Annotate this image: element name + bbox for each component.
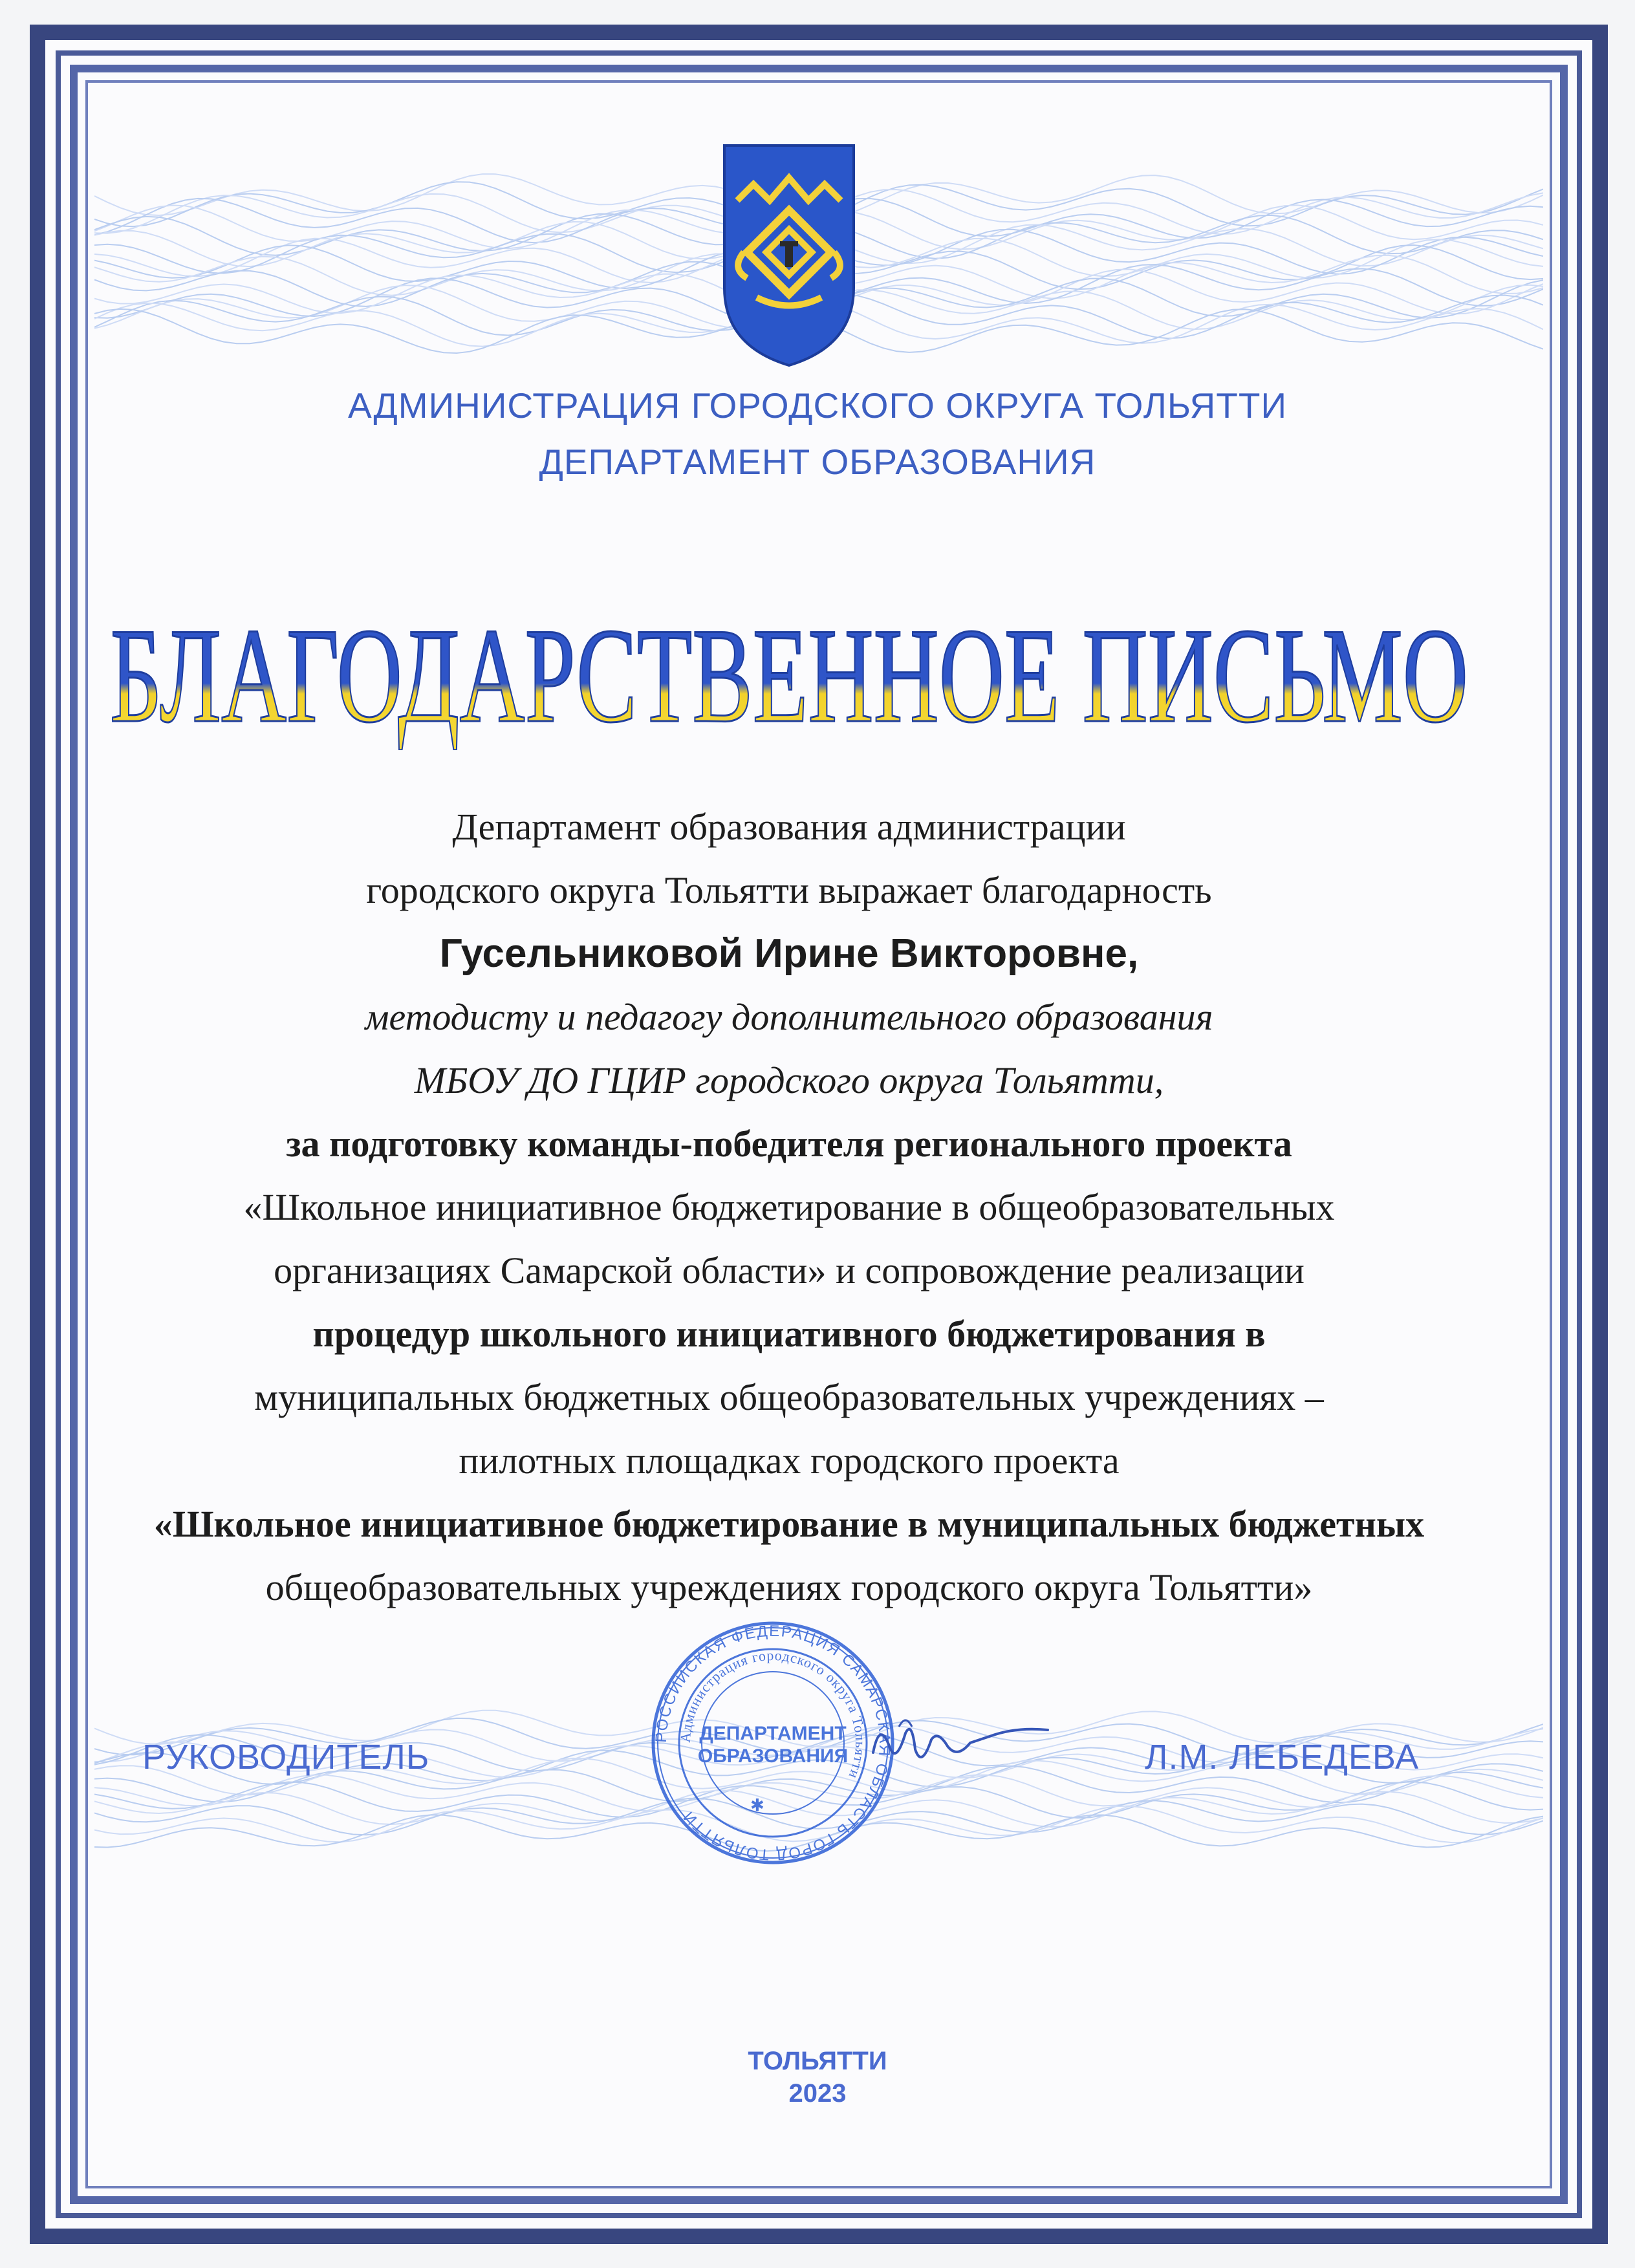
tolyatti-coat-of-arms-icon xyxy=(718,139,860,372)
letter-body xyxy=(65,795,1513,1619)
header-department: ДЕПАРТАМЕНТ ОБРАЗОВАНИЯ xyxy=(539,442,1096,482)
footer-city: ТОЛЬЯТТИ xyxy=(748,2047,887,2075)
recipient-organization: МБОУ ДО ГЦИР городского округа Тольятти, xyxy=(414,1059,1164,1101)
reason-line-4: процедур школьного инициативного бюджетирования в xyxy=(312,1313,1266,1355)
stamp-center-line-1: ДЕПАРТАМЕНТ xyxy=(699,1723,847,1744)
header-administration: АДМИНИСТРАЦИЯ ГОРОДСКОГО ОКРУГА ТОЛЬЯТТИ xyxy=(348,385,1287,426)
reason-line-2: «Школьное инициативное бюджетирование в общеобразовательных xyxy=(243,1186,1335,1228)
recipient-position: методисту и педагогу дополнительного образования xyxy=(365,996,1213,1038)
signatory-role: РУКОВОДИТЕЛЬ xyxy=(142,1738,430,1777)
stamp-ring-outer-text: РОССИЙСКАЯ ФЕДЕРАЦИЯ САМАРСКАЯ ОБЛАСТЬ ГОРОД ТОЛЬЯТТИ xyxy=(652,1622,894,1864)
reason-line-1: за подготовку команды-победителя регионального проекта xyxy=(286,1123,1292,1165)
reason-line-8: общеобразовательных учреждениях городского округа Тольятти» xyxy=(265,1566,1313,1608)
stamp-center-line-2: ОБРАЗОВАНИЯ xyxy=(697,1745,849,1767)
signatory-name: Л.М. ЛЕБЕДЕВА xyxy=(1145,1738,1420,1777)
document-title-text: БЛАГОДАРСТВЕННОЕ ПИСЬМО xyxy=(110,601,1468,750)
stamp-star-icon: ✱ xyxy=(750,1796,764,1815)
document-title xyxy=(97,601,1481,750)
footer-year: 2023 xyxy=(788,2079,847,2108)
reason-line-6: пилотных площадках городского проекта xyxy=(459,1440,1120,1482)
body-line-department: Департамент образования администрации xyxy=(452,806,1126,848)
stamp-ring-inner-text: Администрация городского округа Тольятти xyxy=(677,1647,869,1782)
reason-line-3: организациях Самарской области» и сопровождение реализации xyxy=(274,1249,1305,1291)
reason-line-5: муниципальных бюджетных общеобразовательных учреждениях – xyxy=(254,1376,1324,1418)
body-line-thanks: городского округа Тольятти выражает благодарность xyxy=(366,869,1212,911)
handwritten-signature xyxy=(860,1707,1054,1778)
recipient-name: Гусельниковой Ирине Викторовне, xyxy=(439,931,1139,976)
reason-line-7: «Школьное инициативное бюджетирование в муниципальных бюджетных xyxy=(153,1503,1425,1545)
